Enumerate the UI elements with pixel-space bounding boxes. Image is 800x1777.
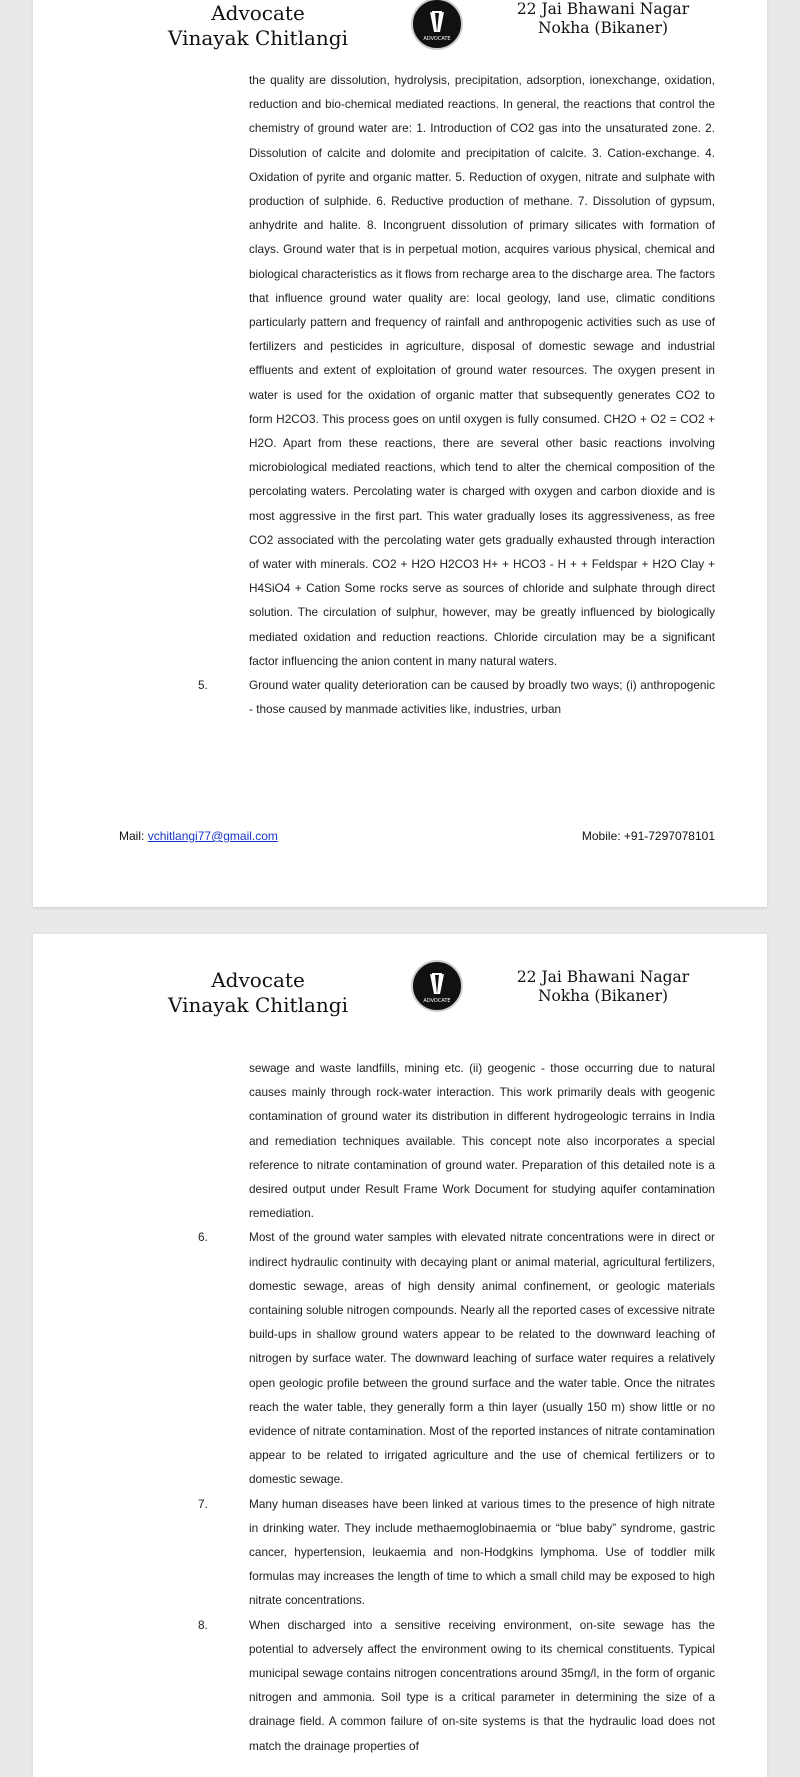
list-item (198, 1613, 715, 1758)
logo-text: ADVOCATE (423, 998, 451, 1004)
letterhead-name (153, 1, 363, 51)
name-line-1: Advocate (211, 1, 305, 25)
address-line-2: Nokha (Bikaner) (537, 19, 669, 37)
item-number: 8. (198, 1617, 208, 1632)
address-line-2: Nokha (Bikaner) (537, 987, 669, 1005)
continued-paragraph: sewage and waste landfills, mining etc. (ii) geogenic - those occurring due to natural causes mainly through rock-water interaction. This work primarily deals with geogenic contamination of ground water its distribution in different hydrogeologic terrains in India and remediation techniques available. This concept note also incorporates a special reference to nitrate contamination of ground water. Preparation of this detailed note is a desired output under Result Frame Work Document for studying aquifer contamination remediation. (249, 1061, 715, 1221)
letterhead (33, 0, 767, 60)
name-line-2: Vinayak Chitlangi (167, 26, 348, 50)
item-number: 6. (198, 1230, 208, 1245)
page-2-body (198, 1056, 715, 1758)
item-text: Most of the ground water samples with elevated nitrate concentrations were in direct or indirect hydraulic continuity with decaying plant or animal material, agricultural fertilizers, domestic sewage, areas of high density animal confinement, or geologic materials containing soluble nitrogen compounds. Nearly all the reported cases of excessive nitrate build-ups in shallow ground waters appear to be related to the downward leaching of nitrogen by surface water. The downward leaching of surface water requires a relatively open geologic profile between the ground surface and the water table. Once the nitrates reach the water table, they generally form a thin layer (usually 150 m) show little or no evidence of nitrate contamination. Most of the reported instances of nitrate contamination appear to be related to irrigated agriculture and the use of chemical fertilizers or to domestic sewage. (249, 1230, 715, 1487)
document-page-2 (33, 934, 767, 1777)
address-line-1: 22 Jai Bhawani Nagar (516, 0, 690, 18)
advocate-emblem-icon (411, 960, 463, 1012)
document-page-1 (33, 0, 767, 907)
item-text: Ground water quality deterioration can be caused by broadly two ways; (i) anthropogenic - those caused by manmade activities like, industries, urban (249, 678, 715, 717)
list-item (198, 1492, 715, 1613)
continued-paragraph: the quality are dissolution, hydrolysis, precipitation, adsorption, ionexchange, oxidation, reduction and bio-chemical mediated reactions. In general, the reactions that control the chemistry of ground water are: 1. Introduction of CO2 gas into the unsaturated zone. 2. Dissolution of calcite and dolomite and precipitation of calcite. 3. Cation-exchange. 4. Oxidation of pyrite and organic matter. 5. Reduction of oxygen, nitrate and sulphate with production of sulphide. 6. Reductive production of methane. 7. Dissolution of gypsum, anhydrite and halite. 8. Incongruent dissolution of primary silicates with formation of clays. Ground water that is in perpetual motion, acquires various physical, chemical and biological characteristics as it flows from recharge area to the discharge area. The factors that influence ground water quality are: local geology, land use, climatic conditions particularly pattern and frequency of rainfall and anthropogenic activities such as use of fertilizers and pesticides in agriculture, disposal of domestic sewage and industrial effluents and extent of exploitation of ground water resources. The oxygen present in water is used for the oxidation of organic matter that subsequently generates CO2 to form H2CO3. This process goes on until oxygen is fully consumed. CH2O + O2 = CO2 + H2O. Apart from these reactions, there are several other basic reactions involving microbiological mediated reactions, which tend to alter the chemical composition of the percolating waters. Percolating water is charged with oxygen and carbon dioxide and is most aggressive in the first part. This water gradually loses its aggressiveness, as free CO2 associated with the percolating water gets gradually exhausted through interaction of water with minerals. CO2 + H2O H2CO3 H+ + HCO3 - H + + Feldspar + H2O Clay + H4SiO4 + Cation Some rocks serve as sources of chloride and sulphate through direct solution. The circulation of sulphur, however, may be greatly influenced by biologically mediated oxidation and reduction reactions. Chloride circulation may be a significant factor influencing the anion content in many natural waters. (249, 73, 715, 668)
mail-label: Mail: (119, 829, 145, 843)
item-text: When discharged into a sensitive receiving environment, on-site sewage has the potential to adversely affect the environment owing to its chemical constituents. Typical municipal sewage contains nitrogen concentrations around 35mg/l, in the form of organic nitrogen and ammonia. Soil type is a critical parameter in determining the size of a drainage field. A common failure of on-site systems is that the hydraulic load does not match the drainage properties of (249, 1617, 715, 1753)
letterhead-address (503, 0, 703, 38)
page-1-body (198, 68, 715, 721)
letterhead-address (503, 968, 703, 1006)
item-number: 5. (198, 678, 208, 693)
list-item (198, 1225, 715, 1491)
item-number: 7. (198, 1496, 208, 1511)
logo-text: ADVOCATE (423, 36, 451, 42)
address-line-1: 22 Jai Bhawani Nagar (516, 968, 690, 986)
advocate-emblem-icon (411, 0, 463, 50)
letterhead-name (153, 968, 363, 1018)
email-link[interactable]: vchitlangi77@gmail.com (147, 829, 278, 843)
list-item (198, 673, 715, 721)
name-line-2: Vinayak Chitlangi (167, 993, 348, 1017)
item-text: Many human diseases have been linked at various times to the presence of high nitrate in drinking water. They include methaemoglobinaemia or “blue baby” syndrome, gastric cancer, hypertension, leukaemia and non-Hodgkins lymphoma. Use of toddler milk formulas may increases the length of time to which a small child may be exposed to high nitrate concentrations. (249, 1496, 715, 1608)
footer-mail (119, 829, 278, 843)
name-line-1: Advocate (211, 968, 305, 992)
letterhead (33, 968, 767, 1036)
footer-mobile: Mobile: +91-7297078101 (581, 829, 715, 843)
